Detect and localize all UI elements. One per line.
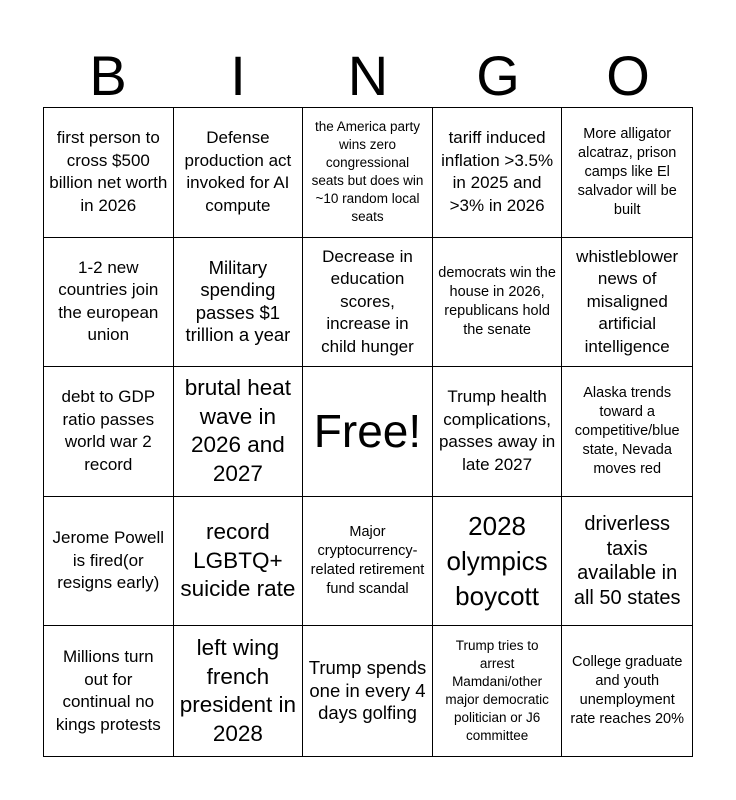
bingo-cell-g1[interactable] xyxy=(433,108,563,238)
bingo-cell-i2[interactable] xyxy=(174,238,304,368)
bingo-cell-b2[interactable] xyxy=(44,238,174,368)
cell-text: More alligator alcatraz, prison camps like El salvador will be built xyxy=(577,125,677,218)
cell-text: driverless taxis available in all 50 states xyxy=(573,513,681,609)
cell-text: College graduate and youth unemployment rate reaches 20% xyxy=(570,654,685,728)
cell-text: Decrease in education scores, increase in child hunger xyxy=(321,246,414,356)
header-letter-g: G xyxy=(476,44,520,107)
header-letter-o: O xyxy=(606,44,650,107)
cell-text: record LGBTQ+ suicide rate xyxy=(180,519,296,602)
header-letter-n: N xyxy=(347,44,389,107)
cell-text: debt to GDP ratio passes world war 2 record xyxy=(61,387,156,474)
bingo-cell-g4[interactable] xyxy=(433,497,563,627)
cell-text: whistleblower news of misaligned artificial intelligence xyxy=(576,246,679,356)
bingo-cell-b4[interactable] xyxy=(44,497,174,627)
cell-text: Trump tries to arrest Mamdani/other major democratic politician or J6 committee xyxy=(445,638,549,744)
bingo-cell-i1[interactable] xyxy=(174,108,304,238)
bingo-cell-o3[interactable] xyxy=(562,367,692,497)
bingo-cell-o1[interactable] xyxy=(562,108,692,238)
free-space-text: Free! xyxy=(313,405,422,458)
bingo-cell-b1[interactable] xyxy=(44,108,174,238)
bingo-grid xyxy=(43,107,693,757)
bingo-header xyxy=(43,44,693,108)
bingo-cell-n5[interactable] xyxy=(303,626,433,756)
cell-text: 1-2 new countries join the european union xyxy=(58,257,159,345)
bingo-cell-o5[interactable] xyxy=(562,626,692,756)
cell-text: Trump spends one in every 4 days golfing xyxy=(308,657,427,724)
bingo-cell-b3[interactable] xyxy=(44,367,174,497)
cell-text: Major cryptocurrency-related retirement fund scandal xyxy=(310,524,425,598)
bingo-cell-n1[interactable] xyxy=(303,108,433,238)
bingo-cell-o4[interactable] xyxy=(562,497,692,627)
cell-text: 2028 olympics boycott xyxy=(446,510,548,611)
cell-text: brutal heat wave in 2026 and 2027 xyxy=(184,375,292,486)
bingo-cell-o2[interactable] xyxy=(562,238,692,368)
cell-text: Alaska trends toward a competitive/blue state, Nevada moves red xyxy=(574,384,680,477)
cell-text: left wing french president in 2028 xyxy=(179,635,297,746)
cell-text: tariff induced inflation >3.5% in 2025 and >3% in 2026 xyxy=(441,128,554,215)
bingo-cell-i4[interactable] xyxy=(174,497,304,627)
cell-text: the America party wins zero congressional seats but does win ~10 random local seats xyxy=(311,119,424,225)
bingo-cell-g5[interactable] xyxy=(433,626,563,756)
bingo-cell-b5[interactable] xyxy=(44,626,174,756)
header-letter-b: B xyxy=(89,44,127,107)
cell-text: first person to cross $500 billion net worth in 2026 xyxy=(49,128,168,215)
bingo-cell-i5[interactable] xyxy=(174,626,304,756)
bingo-cell-i3[interactable] xyxy=(174,367,304,497)
cell-text: Trump health complications, passes away in late 2027 xyxy=(438,387,556,474)
bingo-cell-n4[interactable] xyxy=(303,497,433,627)
cell-text: Military spending passes $1 trillion a year xyxy=(185,256,291,346)
cell-text: Millions turn out for continual no kings protests xyxy=(55,647,161,734)
bingo-cell-n2[interactable] xyxy=(303,238,433,368)
cell-text: Jerome Powell is fired(or resigns early) xyxy=(52,528,165,593)
bingo-cell-g3[interactable] xyxy=(433,367,563,497)
bingo-cell-g2[interactable] xyxy=(433,238,563,368)
bingo-cell-free[interactable] xyxy=(303,367,433,497)
cell-text: Defense production act invoked for AI compute xyxy=(184,128,292,215)
cell-text: democrats win the house in 2026, republicans hold the senate xyxy=(438,264,556,338)
header-letter-i: I xyxy=(230,44,246,107)
